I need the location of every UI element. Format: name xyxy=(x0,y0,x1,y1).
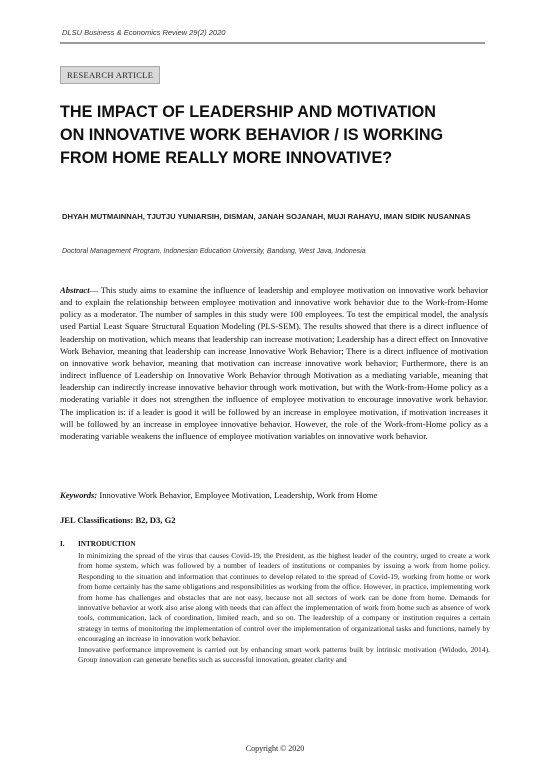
abstract-text: — This study aims to examine the influence of leadership and employee motivation on innovative work behavior and to explain the relationship between employee motivation and innovative work behavior due to the Work-from-Home policy as a moderator. The number of samples in this study were 100 employees. To test the empirical model, the analysis used Partial Least Square Structural Equation Modeling (PLS-SEM). The results showed that there is a direct influence of leadership on motivation, which means that leadership can increase motivation; Leadership has a direct effect on Innovative Work Behavior, meaning that leadership can increase Innovative Work Behavior; There is a direct influence of motivation on innovative work behavior, meaning that motivation can increase innovative work behavior; Furthermore, there is an indirect influence of Leadership on Innovative Work Behavior through Motivation as a mediating variable, meaning that leadership can indirectly increase innovative behavior through work motivation, but with the Work-from-Home policy as a moderating variable it does not strengthen the influence of employee motivation to encourage innovative work behavior. The implication is: if a leader is good it will be followed by an increase in employee motivation, if motivation increases it will be followed by an increase in employee innovative behavior. However, the role of the Work-from-Home policy as a moderating variable weakens the influence of employee motivation variables on innovative work behavior. xyxy=(60,285,488,441)
header-rule xyxy=(60,42,485,44)
title-line: ON INNOVATIVE WORK BEHAVIOR / IS WORKING xyxy=(60,126,444,144)
author-list: DHYAH MUTMAINNAH, TJUTJU YUNIARSIH, DISMAN, JANAH SOJANAH, MUJI RAHAYU, IMAN SIDIK NUSANNAS xyxy=(62,212,471,221)
affiliation: Doctoral Management Program, Indonesian Education University, Bandung, West Java, Indonesia xyxy=(62,248,366,255)
keywords-text: Innovative Work Behavior, Employee Motivation, Leadership, Work from Home xyxy=(97,490,378,500)
abstract xyxy=(60,284,488,442)
abstract-label: Abstract xyxy=(60,285,90,295)
paper-title xyxy=(60,101,500,170)
article-type-badge: RESEARCH ARTICLE xyxy=(60,66,160,84)
copyright-footer: Copyright © 2020 xyxy=(245,744,305,753)
section-heading xyxy=(60,540,488,548)
section-number: I. xyxy=(60,540,65,548)
title-line: FROM HOME REALLY MORE INNOVATIVE? xyxy=(60,149,393,167)
keywords xyxy=(60,490,488,500)
keywords-label: Keywords: xyxy=(60,490,98,500)
title-line: THE IMPACT OF LEADERSHIP AND MOTIVATION xyxy=(60,103,436,121)
journal-header: DLSU Business & Economics Review 29(2) 2020 xyxy=(62,28,226,37)
intro-paragraph: In minimizing the spread of the virus that causes Covid-19, the President, as the highest leader of the country, urged to create a work from home system, which was followed by a number of leaders of institutions or companies by issuing a work from home policy. Responding to the situation and information that continues to develop related to the spread of Covid-19, working from home or work from home certainly has the same obligations and responsibilities as working from the office. However, in practice, implementing work from home has challenges and obstacles that are not easy, because not all sectors of work can be done from home. Demands for innovative behavior at work also arise along with needs that can affect the implementation of work from home such as absence of work tools, communication, lack of coordination, limited reach, and so on. The leadership of a company or institution requires a certain strategy in terms of monitoring the implementation of control over the implementation of organizational tasks and functions, namely by encouraging an increase in innovation work behavior. xyxy=(78,551,490,644)
section-title: INTRODUCTION xyxy=(78,540,136,548)
intro-paragraph: Innovative performance improvement is carried out by enhancing smart work patterns built by intrinsic motivation (Widodo, 2014). Group innovation can generate benefits such as successful innovation, greater clarity and xyxy=(78,644,490,665)
jel-classifications: JEL Classifications: B2, D3, G2 xyxy=(60,515,176,525)
introduction-body xyxy=(78,551,490,665)
